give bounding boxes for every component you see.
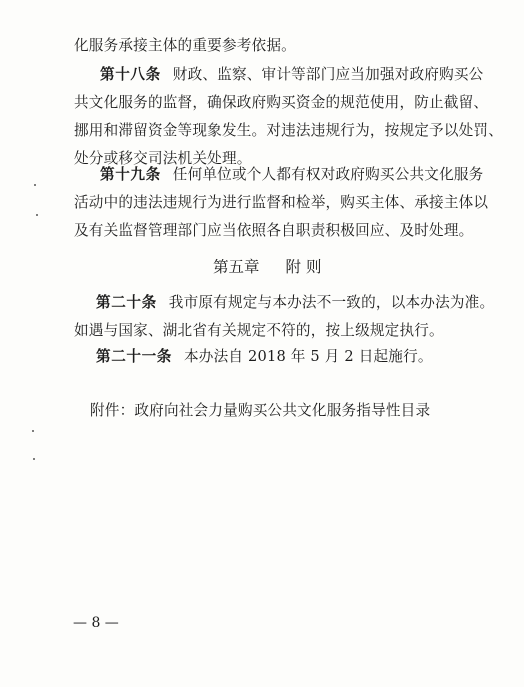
scan-speck bbox=[34, 184, 36, 186]
scan-speck bbox=[36, 214, 38, 216]
article-18-line-3: 挪用和滞留资金等现象发生。对违法违规行为，按规定予以处罚、 bbox=[74, 122, 504, 139]
chapter-title: 附 则 bbox=[285, 258, 322, 276]
article-21-text-1: 本办法自 2018 年 5 月 2 日起施行。 bbox=[183, 348, 433, 365]
article-18-line-2: 共文化服务的监督，确保政府购买资金的规范使用，防止截留、 bbox=[74, 94, 489, 111]
article-19-line-3: 及有关监督管理部门应当依照各自职责积极回应、及时处理。 bbox=[74, 222, 474, 239]
article-18-line-1 bbox=[100, 65, 483, 85]
article-19-line-1 bbox=[100, 165, 483, 185]
attachment-note: 附件：政府向社会力量购买公共文化服务指导性目录 bbox=[90, 402, 431, 419]
article-19-line-2: 活动中的违法违规行为进行监督和检举，购买主体、承接主体以 bbox=[74, 194, 489, 211]
article-21-label: 第二十一条 bbox=[96, 348, 172, 365]
article-19-label: 第十九条 bbox=[100, 166, 161, 183]
article-21-line-1 bbox=[96, 347, 433, 367]
article-20-line-2: 如遇与国家、湖北省有关规定不符的，按上级规定执行。 bbox=[74, 322, 444, 339]
article-18-label: 第十八条 bbox=[100, 66, 161, 83]
article-20-line-1 bbox=[96, 293, 494, 313]
intro-line: 化服务承接主体的重要参考依据。 bbox=[74, 37, 296, 54]
chapter-heading bbox=[213, 257, 321, 277]
page-number: — 8 — bbox=[73, 615, 119, 631]
scan-speck bbox=[33, 458, 35, 460]
article-18-line-4: 处分或移交司法机关处理。 bbox=[74, 150, 252, 167]
article-20-text-1: 我市原有规定与本办法不一致的，以本办法为准。 bbox=[168, 294, 495, 311]
article-18-text-1: 财政、监察、审计等部门应当加强对政府购买公 bbox=[172, 66, 484, 83]
chapter-number: 第五章 bbox=[213, 258, 260, 276]
article-19-text-1: 任何单位或个人都有权对政府购买公共文化服务 bbox=[172, 166, 484, 183]
article-20-label: 第二十条 bbox=[96, 294, 157, 311]
scan-speck bbox=[32, 430, 34, 432]
